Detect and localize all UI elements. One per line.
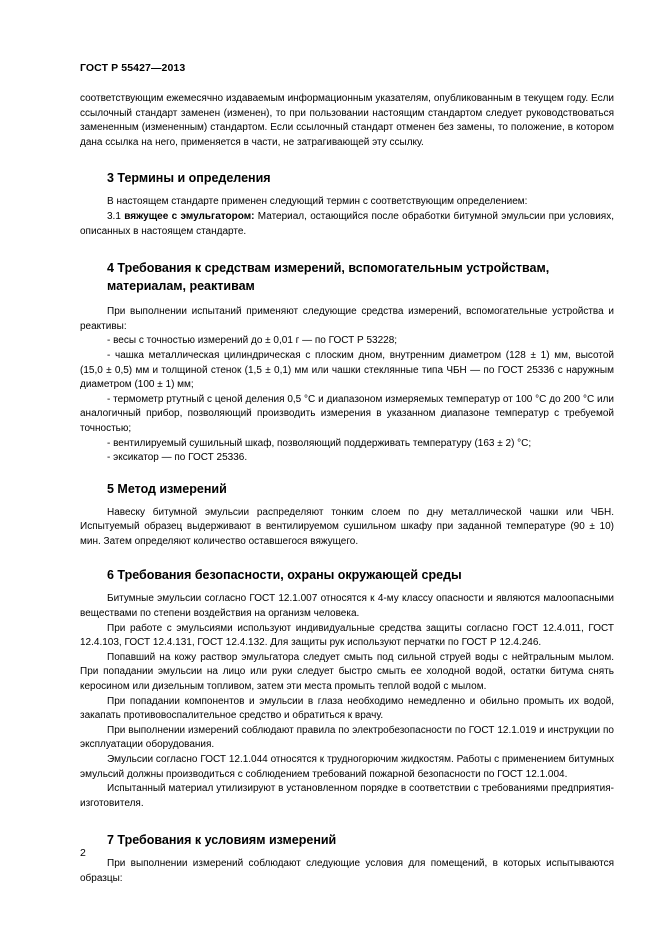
term-definition-text: Материал, остающийся после обработки битумной эмульсии при условиях, описанных в настоящем стандарте. [80,210,614,237]
section-6-paragraph: Испытанный материал утилизируют в установленном порядке в соответствии с требованиями предприятия-изготовителя. [80,783,614,809]
list-item: - вентилируемый сушильный шкаф, позволяющий поддерживать температуру (163 ± 2) °С; [107,437,532,449]
running-header: ГОСТ Р 55427—2013 [80,62,186,74]
section-7-title: 7 Требования к условиям измерений [107,833,337,848]
list-item: - весы с точностью измерений до ± 0,01 г — по ГОСТ Р 53228; [107,335,398,347]
section-6-paragraph: Эмульсии согласно ГОСТ 12.1.044 относятся к трудногорючим жидкостям. Работы с применением битумных эмульсий должны производиться с соблюдением требований пожарной безопасности по ГОСТ 12.1.004. [80,754,614,780]
section-4-paragraph: При выполнении испытаний применяют следующие средства измерений, вспомогательные устройства и реактивы: [80,306,614,332]
section-3-title: 3 Термины и определения [107,171,271,186]
section-3-paragraph: В настоящем стандарте применен следующий термин с соответствующим определением: [107,196,528,208]
list-item: - чашка металлическая цилиндрическая с плоским дном, внутренним диаметром (128 ± 1) мм, высотой (15,0 ± 0,5) мм и толщиной стенок (1,5 ± 0,1) мм или чашки стеклянные типа ЧБН — по ГОСТ 25336 с наружным диаметром (100 ± 1) мм; [80,349,614,391]
section-5-title: 5 Метод измерений [107,481,227,496]
document-body [80,92,614,887]
term-definition [80,210,614,239]
section-6-paragraph: При работе с эмульсиями используют индивидуальные средства защиты согласно ГОСТ 12.4.011, ГОСТ 12.4.103, ГОСТ 12.4.131, ГОСТ 12.4.132. Для защиты рук используют перчатки по ГОСТ Р 12.4.246. [80,622,614,649]
section-4-title-line2: материалам, реактивам [107,279,255,294]
section-6-paragraph: При выполнении измерений соблюдают правила по электробезопасности по ГОСТ 12.1.019 и инструкции по эксплуатации оборудования. [80,724,614,751]
term-number: 3.1 [107,210,125,222]
section-4-title-line1: 4 Требования к средствам измерений, вспомогательным устройствам, [107,261,550,276]
list-item: - эксикатор — по ГОСТ 25336. [107,452,248,464]
intro-paragraph: соответствующим ежемесячно издаваемым информационным указателям, опубликованным в текущем году. Если ссылочный стандарт заменен (изменен), то при пользовании настоящим стандартом следует руководствоваться замененным (измененным) стандартом. Если ссылочный стандарт отменен без замены, то положение, в котором дана ссылка на него, применяется в части, не затрагивающей эту ссылку. [80,93,614,148]
section-5-paragraph: Навеску битумной эмульсии распределяют тонким слоем по дну металлической чашки или ЧБН. Испытуемый образец выдерживают в вентилируемом сушильном шкафу при заданной температуре (90 ± 10) мин. Затем определяют количество оставшегося вяжущего. [80,506,614,547]
section-7-paragraph: При выполнении измерений соблюдают следующие условия для помещений, в которых испытываются образцы: [80,858,614,884]
list-item: - термометр ртутный с ценой деления 0,5 °С и диапазоном измеряемых температур от 100 °С до 200 °С или аналогичный прибор, позволяющий производить измерения в указанном диапазоне температур с требуемой точностью; [80,393,614,434]
section-6-paragraph: Попавший на кожу раствор эмульгатора следует смыть под сильной струей воды с нейтральным мылом. При попадании эмульсии на лицо или руки следует быстро смыть ее холодной водой, остатки битума снять керосином или дизельным топливом, затем эти места промыть теплой водой с мылом. [80,651,614,693]
section-4-title [80,259,614,295]
section-6-title: 6 Требования безопасности, охраны окружающей среды [107,568,462,583]
term-name: вяжущее с эмульгатором: [124,210,255,222]
page-number: 2 [80,847,86,859]
section-6-paragraph: При попадании компонентов и эмульсии в глаза необходимо немедленно и обильно промыть их водой, закапать противовоспалительное средство и обратиться к врачу. [80,695,614,722]
section-6-paragraph: Битумные эмульсии согласно ГОСТ 12.1.007 относятся к 4-му классу опасности и являются малоопасными веществами по степени воздействия на организм человека. [80,593,614,620]
